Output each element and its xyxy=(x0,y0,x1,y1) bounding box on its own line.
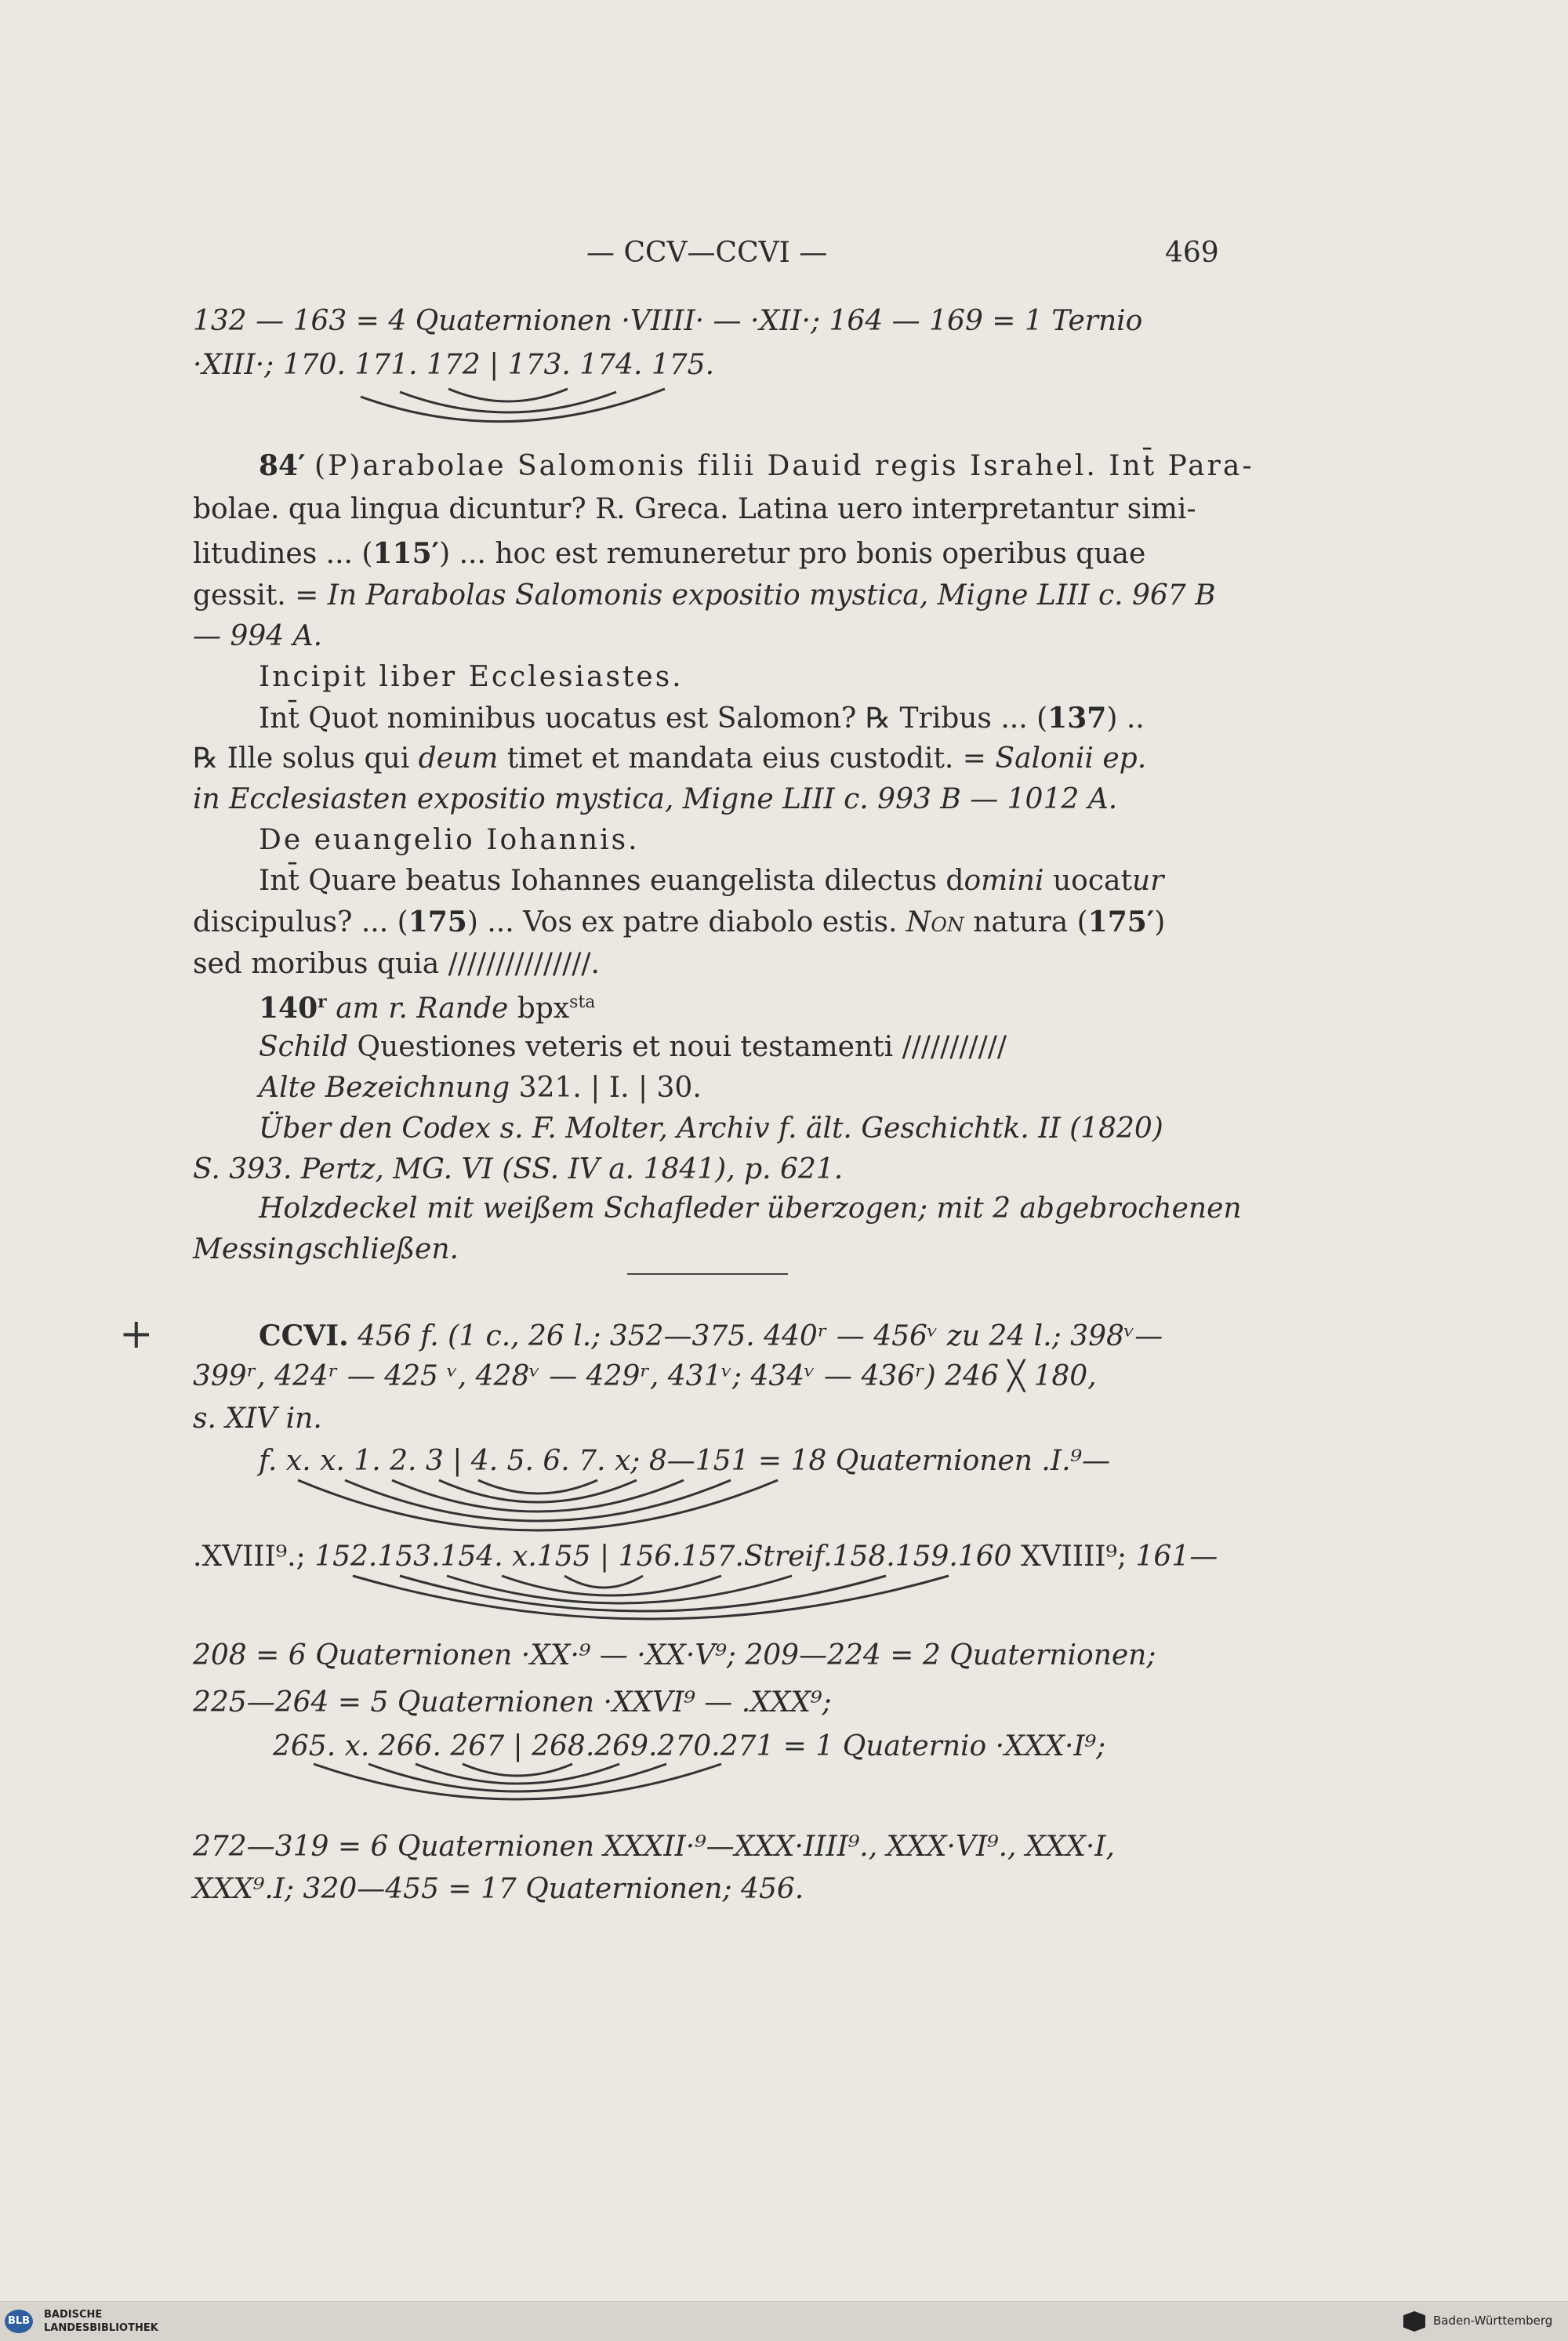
eccl-line-4: in Ecclesiasten expositio mystica, Migne LIII c. 993 B — 1012 A. xyxy=(193,783,1118,815)
quire-arc xyxy=(564,1576,643,1588)
ioh-line-2: Int̄ Quare beatus Iohannes euangelista dilectus domini uocatur xyxy=(259,865,1164,897)
folio-ref: 175 xyxy=(408,906,467,938)
eccl-line-2: Int̄ Quot nominibus uocatus est Salomon? ℞ Tribus ... (137) .. xyxy=(259,702,1145,735)
folio-ref: 115′ xyxy=(372,537,440,570)
quire-arc xyxy=(298,1480,778,1530)
incipit-text: (P)arabolae Salomonis filii Dauid regis Israhel. Int̄ Para- xyxy=(314,450,1254,482)
quire-arc xyxy=(463,1764,572,1776)
folio-ref: 175′ xyxy=(1087,906,1155,938)
section-divider xyxy=(627,1273,788,1275)
folio-ref: 137 xyxy=(1047,702,1107,735)
codex-number: CCVI. xyxy=(259,1319,349,1352)
running-title: — CCV—CCVI — xyxy=(586,237,828,269)
note-literature-2: S. 393. Pertz, MG. VI (SS. IV a. 1841), p. 621. xyxy=(193,1153,844,1185)
collation-line-2: ·XIII·; 170. 171. 172 | 173. 174. 175. xyxy=(193,349,715,381)
note-schild: Schild Questiones veteris et noui testamenti /////////// xyxy=(259,1031,1007,1063)
ccvi-collation-line-10: XXX⁹.I; 320—455 = 17 Quaternionen; 456. xyxy=(193,1873,804,1905)
ccvi-collation-line-4: f. x. x. 1. 2. 3 | 4. 5. 6. 7. x; 8—151 = 18 Quaternionen .I.⁹— xyxy=(259,1445,1110,1477)
quire-arc xyxy=(400,1576,886,1611)
ccvi-collation-line-7: 225—264 = 5 Quaternionen ·XXVI⁹ — .XXX⁹; xyxy=(193,1686,832,1719)
ccvi-collation-line-8: 265. x. 266. 267 | 268.269.270.271 = 1 Quaternio ·XXX·I⁹; xyxy=(273,1730,1106,1762)
quire-arc xyxy=(400,392,616,412)
quire-arc xyxy=(478,1480,597,1494)
entry-84-line-4: gessit. = In Parabolas Salomonis expositio mystica, Migne LIII c. 967 B xyxy=(193,579,1216,612)
quire-arc xyxy=(361,389,665,422)
folio-ref: 84′ xyxy=(259,449,306,482)
crop-mark-plus: + xyxy=(119,1311,154,1358)
note-binding-2: Messingschließen. xyxy=(193,1233,459,1265)
eccl-heading: Incipit liber Ecclesiastes. xyxy=(259,661,684,693)
quire-arc xyxy=(416,1764,619,1784)
entry-84-line-2: bolae. qua lingua dicuntur? R. Greca. Latina uero interpretantur simi- xyxy=(193,493,1196,525)
quire-arc xyxy=(368,1764,666,1791)
library-name: BADISCHE LANDESBIBLIOTHEK xyxy=(44,2309,158,2334)
ccvi-collation-line-9: 272—319 = 6 Quaternionen XXXII·⁹—XXX·IIII⁹., XXX·VI⁹., XXX·I, xyxy=(193,1831,1115,1863)
quire-arc xyxy=(392,1480,684,1512)
quire-arc xyxy=(314,1764,721,1799)
eccl-line-3: ℞ Ille solus qui deum timet et mandata eius custodit. = Salonii ep. xyxy=(193,742,1147,775)
ioh-heading: De euangelio Iohannis. xyxy=(259,824,640,856)
collation-line-1: 132 — 163 = 4 Quaternionen ·VIIII· — ·XII·; 164 — 169 = 1 Ternio xyxy=(193,305,1143,337)
entry-84-line-5: — 994 A. xyxy=(193,620,323,652)
note-binding-1: Holzdeckel mit weißem Schafleder überzogen; mit 2 abgebrochenen xyxy=(259,1192,1242,1225)
ccvi-line-3: s. XIV in. xyxy=(193,1403,322,1435)
quire-arc xyxy=(353,1576,949,1619)
ccvi-collation-line-6: 208 = 6 Quaternionen ·XX·⁹ — ·XX·V⁹; 209—224 = 2 Quaternionen; xyxy=(193,1639,1156,1671)
ioh-line-4: sed moribus quia ///////////////. xyxy=(193,948,600,980)
ioh-line-3: discipulus? ... (175) ... Vos ex patre diabolo estis. Non natura (175′) xyxy=(193,906,1166,938)
quire-arc xyxy=(448,389,568,401)
ccvi-collation-line-5: .XVIII⁹.; 152.153.154. x.155 | 156.157.Streif.158.159.160 XVIIII⁹; 161— xyxy=(193,1541,1218,1573)
entry-84-line-3: litudines ... (115′) ... hoc est remuneretur pro bonis operibus quae xyxy=(193,537,1146,570)
page-number: 469 xyxy=(1165,237,1219,269)
quire-arc xyxy=(502,1576,721,1595)
blb-logo-icon: BLB xyxy=(5,2310,33,2333)
ccvi-line-1: CCVI. 456 f. (1 c., 26 l.; 352—375. 440ʳ — 456ᵛ zu 24 l.; 398ᵛ— xyxy=(259,1319,1163,1352)
state-name: Baden-Württemberg xyxy=(1433,2314,1553,2328)
note-folio-140: 140$^r$ am r. Rande bpx$^{sta}$ xyxy=(259,992,596,1025)
entry-84-line-1 xyxy=(259,448,1254,484)
ccvi-line-2: 399ʳ, 424ʳ — 425 ᵛ, 428ᵛ — 429ʳ, 431ᵛ; 434ᵛ — 436ʳ) 246 ╳ 180, xyxy=(193,1360,1097,1392)
quire-arc xyxy=(447,1576,792,1603)
note-alte-bezeichnung: Alte Bezeichnung 321. | I. | 30. xyxy=(259,1072,702,1104)
viewer-footer xyxy=(0,2301,1568,2341)
state-coat-of-arms-icon xyxy=(1403,2311,1425,2332)
note-literature-1: Über den Codex s. F. Molter, Archiv f. ält. Geschichtk. II (1820) xyxy=(259,1112,1163,1145)
quire-arc xyxy=(439,1480,637,1502)
quire-arc xyxy=(345,1480,731,1521)
